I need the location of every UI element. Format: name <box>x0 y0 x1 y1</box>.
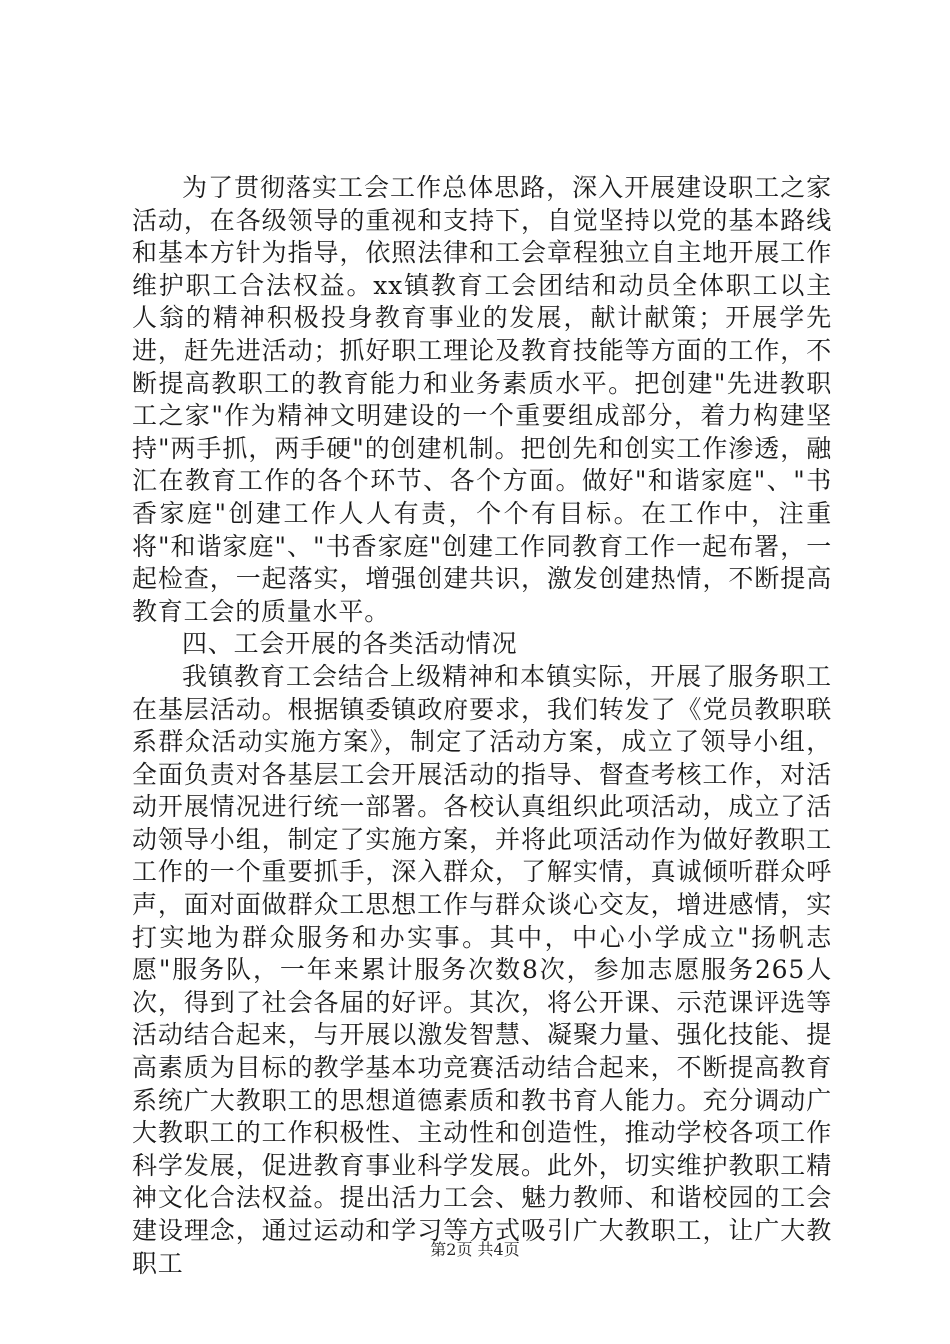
page-footer: 第2页 共4页 <box>430 1240 520 1259</box>
document-body <box>132 172 832 1280</box>
paragraph-activities: 我镇教育工会结合上级精神和本镇实际，开展了服务职工在基层活动。根据镇委镇政府要求，我们转发了《党员教职联系群众活动实施方案》，制定了活动方案，成立了领导小组，全面负责对各基层工会开展活动的指导、督查考核工作，对活动开展情况进行统一部署。各校认真组织此项活动，成立了活动领导小组，制定了实施方案，并将此项活动作为做好教职工工作的一个重要抓手，深入群众，了解实情，真诚倾听群众呼声，面对面做群众工思想工作与群众谈心交友，增进感情，实打实地为群众服务和办实事。其中，中心小学成立"扬帆志愿"服务队，一年来累计服务次数8次，参加志愿服务265人次，得到了社会各届的好评。其次，将公开课、示范课评选等活动结合起来，与开展以激发智慧、凝聚力量、强化技能、提高素质为目标的教学基本功竞赛活动结合起来，不断提高教育系统广大教职工的思想道德素质和教书育人能力。充分调动广大教职工的工作积极性、主动性和创造性，推动学校各项工作科学发展，促进教育事业科学发展。此外，切实维护教职工精神文化合法权益。提出活力工会、魅力教师、和谐校园的工会建设理念，通过运动和学习等方式吸引广大教职工，让广大教职工 <box>132 661 832 1278</box>
paragraph-union-work: 为了贯彻落实工会工作总体思路，深入开展建设职工之家活动，在各级领导的重视和支持下，自觉坚持以党的基本路线和基本方针为指导，依照法律和工会章程独立自主地开展工作维护职工合法权益。xx镇教育工会团结和动员全体职工以主人翁的精神积极投身教育事业的发展，献计献策；开展学先进，赶先进活动；抓好职工理论及教育技能等方面的工作，不断提高教职工的教育能力和业务素质水平。把创建"先进教职工之家"作为精神文明建设的一个重要组成部分，着力构建坚持"两手抓，两手硬"的创建机制。把创先和创实工作渗透，融汇在教育工作的各个环节、各个方面。做好"和谐家庭"、"书香家庭"创建工作人人有责，个个有目标。在工作中，注重将"和谐家庭"、"书香家庭"创建工作同教育工作一起布署，一起检查，一起落实，增强创建共识，激发创建热情，不断提高教育工会的质量水平。 <box>132 173 832 626</box>
section-heading-activities: 四、工会开展的各类活动情况 <box>182 629 518 659</box>
